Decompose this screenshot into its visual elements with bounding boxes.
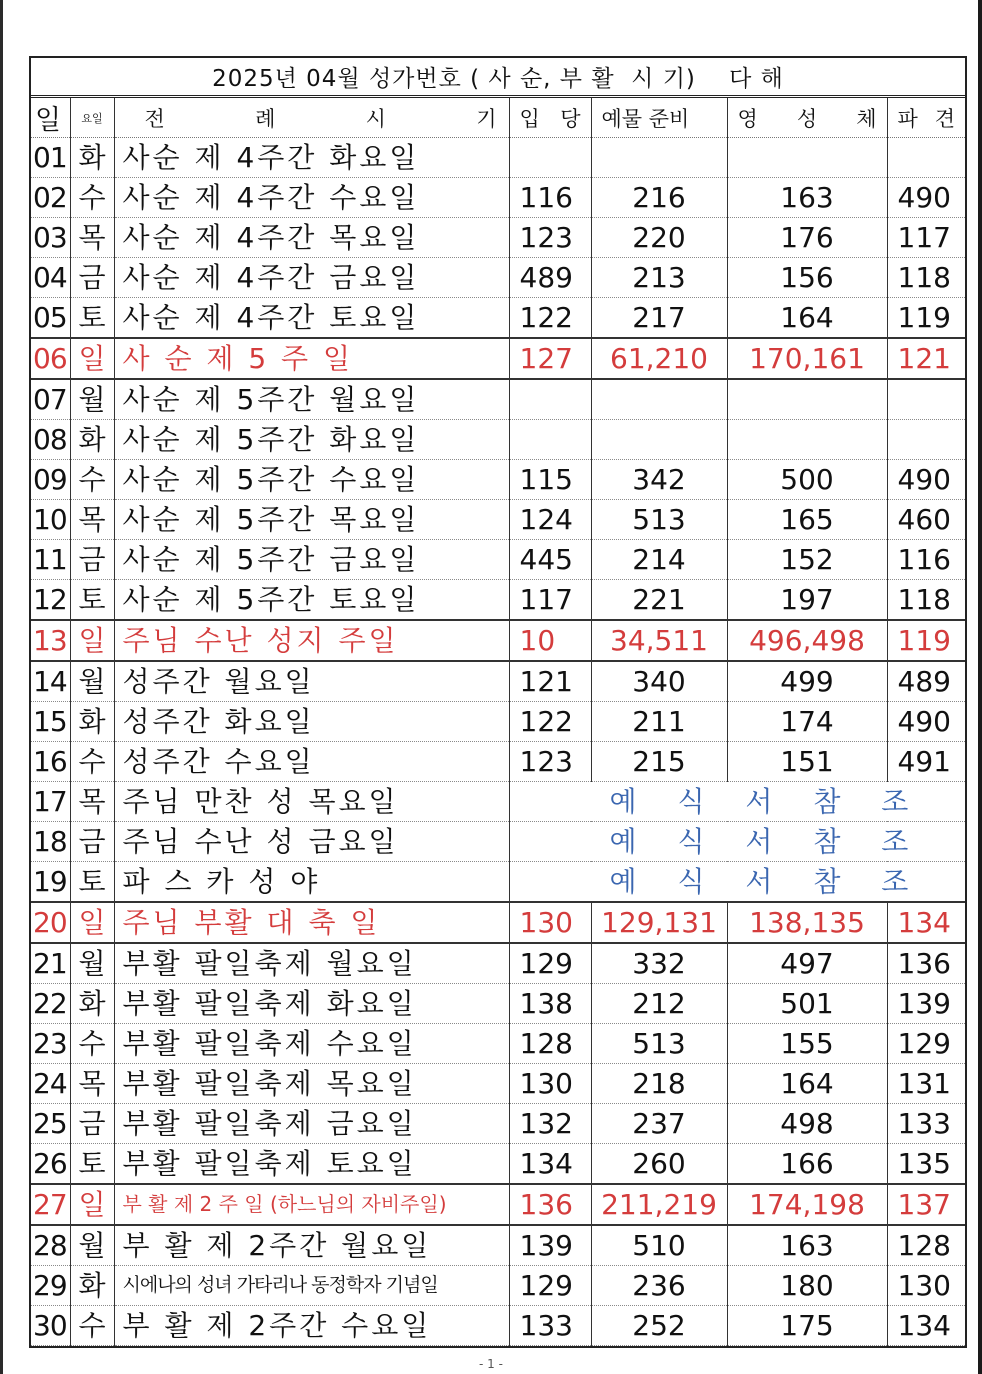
header-liturgy-2: 례 [255,106,276,131]
communion-hymn-cell: 496,498 [727,620,887,661]
liturgy-cell: 성주간 수요일 [114,742,509,782]
offertory-hymn-cell: 260 [591,1144,727,1185]
dismissal-hymn-cell: 135 [887,1144,965,1185]
day-cell: 03 [31,218,70,258]
header-liturgy-1: 전 [144,106,165,131]
day-cell: 28 [31,1225,70,1266]
day-cell: 12 [31,580,70,621]
rite-note-cell: 예 식 서 참 조 [509,782,965,822]
day-cell: 29 [31,1266,70,1306]
weekday-cell: 월 [70,379,114,420]
table-row [31,258,965,298]
entrance-hymn-cell: 130 [509,1064,591,1104]
offertory-hymn-cell: 342 [591,460,727,500]
entrance-hymn-cell: 133 [509,1306,591,1346]
dismissal-hymn-cell: 130 [887,1266,965,1306]
offertory-hymn-cell [591,138,727,178]
header-entrance [509,98,591,138]
weekday-cell: 일 [70,1184,114,1225]
entrance-hymn-cell: 129 [509,1266,591,1306]
day-cell: 07 [31,379,70,420]
table-row [31,540,965,580]
weekday-cell: 수 [70,1306,114,1346]
dismissal-hymn-cell: 128 [887,1225,965,1266]
communion-hymn-cell [727,379,887,420]
liturgy-cell: 주님 부활 대 축 일 [114,902,509,943]
table-row [31,338,965,379]
table-row [31,298,965,339]
offertory-hymn-cell: 212 [591,984,727,1024]
liturgy-cell: 사 순 제 5 주 일 [114,338,509,379]
offertory-hymn-cell: 211,219 [591,1184,727,1225]
table-row [31,138,965,178]
offertory-hymn-cell: 216 [591,178,727,218]
table-row [31,1184,965,1225]
weekday-cell: 금 [70,822,114,862]
scan-edge-right [978,0,982,1374]
communion-hymn-cell: 166 [727,1144,887,1185]
liturgy-cell: 부활 팔일축제 토요일 [114,1144,509,1185]
entrance-hymn-cell: 124 [509,500,591,540]
dismissal-hymn-cell: 119 [887,620,965,661]
communion-hymn-cell: 165 [727,500,887,540]
weekday-cell: 금 [70,258,114,298]
entrance-hymn-cell: 130 [509,902,591,943]
communion-hymn-cell: 197 [727,580,887,621]
day-cell: 02 [31,178,70,218]
offertory-hymn-cell: 340 [591,661,727,702]
weekday-cell: 화 [70,702,114,742]
weekday-cell: 월 [70,943,114,984]
dismissal-hymn-cell: 489 [887,661,965,702]
dismissal-hymn-cell [887,138,965,178]
table-row [31,218,965,258]
table-row [31,702,965,742]
entrance-hymn-cell: 128 [509,1024,591,1064]
liturgy-cell: 부 활 제 2 주 일 (하느님의 자비주일) [114,1184,509,1225]
header-communion-2: 성 [796,106,818,131]
schedule-body [31,138,965,1346]
liturgy-cell: 부활 팔일축제 목요일 [114,1064,509,1104]
header-communion-1: 영 [737,106,758,131]
entrance-hymn-cell: 136 [509,1184,591,1225]
liturgy-cell: 성주간 월요일 [114,661,509,702]
dismissal-hymn-cell: 121 [887,338,965,379]
weekday-cell: 수 [70,1024,114,1064]
hymn-table [31,98,965,1346]
table-row [31,500,965,540]
weekday-cell: 목 [70,500,114,540]
liturgy-cell: 사순 제 5주간 금요일 [114,540,509,580]
day-cell: 09 [31,460,70,500]
offertory-hymn-cell: 332 [591,943,727,984]
header-offertory-label: 예물 준비 [601,106,690,131]
offertory-hymn-cell: 218 [591,1064,727,1104]
liturgy-cell: 주님 만찬 성 목요일 [114,782,509,822]
dismissal-hymn-cell: 139 [887,984,965,1024]
communion-hymn-cell: 175 [727,1306,887,1346]
offertory-hymn-cell: 214 [591,540,727,580]
hymn-schedule-sheet [29,56,967,1348]
communion-hymn-cell: 164 [727,1064,887,1104]
communion-hymn-cell: 164 [727,298,887,339]
liturgy-cell: 사순 제 4주간 화요일 [114,138,509,178]
table-row [31,1306,965,1346]
dismissal-hymn-cell: 119 [887,298,965,339]
table-row [31,984,965,1024]
dismissal-hymn-cell: 136 [887,943,965,984]
day-cell: 11 [31,540,70,580]
table-row [31,420,965,460]
communion-hymn-cell: 499 [727,661,887,702]
entrance-hymn-cell [509,379,591,420]
entrance-hymn-cell: 123 [509,218,591,258]
offertory-hymn-cell [591,379,727,420]
communion-hymn-cell: 180 [727,1266,887,1306]
day-cell: 24 [31,1064,70,1104]
dismissal-hymn-cell [887,420,965,460]
offertory-hymn-cell: 61,210 [591,338,727,379]
rite-note-cell: 예 식 서 참 조 [509,862,965,903]
header-liturgy [114,98,509,138]
table-row [31,782,965,822]
day-cell: 17 [31,782,70,822]
offertory-hymn-cell: 236 [591,1266,727,1306]
offertory-hymn-cell: 510 [591,1225,727,1266]
dismissal-hymn-cell: 133 [887,1104,965,1144]
entrance-hymn-cell: 117 [509,580,591,621]
weekday-cell: 토 [70,298,114,339]
header-offertory [591,98,727,138]
communion-hymn-cell: 498 [727,1104,887,1144]
entrance-hymn-cell: 138 [509,984,591,1024]
entrance-hymn-cell: 10 [509,620,591,661]
communion-hymn-cell: 151 [727,742,887,782]
table-row [31,580,965,621]
table-row [31,943,965,984]
dismissal-hymn-cell: 134 [887,1306,965,1346]
day-cell: 23 [31,1024,70,1064]
scan-edge-left [0,0,3,1374]
day-cell: 01 [31,138,70,178]
liturgy-cell: 사순 제 5주간 화요일 [114,420,509,460]
dismissal-hymn-cell: 491 [887,742,965,782]
entrance-hymn-cell: 127 [509,338,591,379]
offertory-hymn-cell: 129,131 [591,902,727,943]
communion-hymn-cell: 500 [727,460,887,500]
dismissal-hymn-cell: 131 [887,1064,965,1104]
day-cell: 20 [31,902,70,943]
weekday-cell: 화 [70,1266,114,1306]
weekday-cell: 목 [70,1064,114,1104]
table-row [31,902,965,943]
entrance-hymn-cell: 139 [509,1225,591,1266]
liturgy-cell: 주님 수난 성 금요일 [114,822,509,862]
offertory-hymn-cell: 34,511 [591,620,727,661]
day-cell: 30 [31,1306,70,1346]
weekday-cell: 일 [70,338,114,379]
communion-hymn-cell: 497 [727,943,887,984]
day-cell: 04 [31,258,70,298]
communion-hymn-cell: 156 [727,258,887,298]
day-cell: 21 [31,943,70,984]
entrance-hymn-cell [509,138,591,178]
weekday-cell: 토 [70,862,114,903]
offertory-hymn-cell: 215 [591,742,727,782]
dismissal-hymn-cell: 116 [887,540,965,580]
day-cell: 13 [31,620,70,661]
entrance-hymn-cell: 122 [509,298,591,339]
communion-hymn-cell: 170,161 [727,338,887,379]
header-dow: 요일 [70,98,114,138]
table-row [31,1266,965,1306]
header-communion-3: 체 [856,106,877,131]
entrance-hymn-cell: 121 [509,661,591,702]
weekday-cell: 일 [70,902,114,943]
liturgy-cell: 부활 팔일축제 화요일 [114,984,509,1024]
day-cell: 26 [31,1144,70,1185]
weekday-cell: 월 [70,1225,114,1266]
dismissal-hymn-cell: 137 [887,1184,965,1225]
day-cell: 22 [31,984,70,1024]
dismissal-hymn-cell: 129 [887,1024,965,1064]
dismissal-hymn-cell: 490 [887,460,965,500]
liturgy-cell: 시에나의 성녀 가타리나 동정학자 기념일 [114,1266,509,1306]
communion-hymn-cell: 174,198 [727,1184,887,1225]
communion-hymn-cell [727,138,887,178]
weekday-cell: 화 [70,138,114,178]
entrance-hymn-cell: 445 [509,540,591,580]
communion-hymn-cell [727,420,887,460]
communion-hymn-cell: 501 [727,984,887,1024]
table-row [31,178,965,218]
dismissal-hymn-cell: 134 [887,902,965,943]
offertory-hymn-cell: 213 [591,258,727,298]
entrance-hymn-cell: 115 [509,460,591,500]
table-row [31,661,965,702]
day-cell: 25 [31,1104,70,1144]
header-entrance-1: 입 [519,106,540,131]
entrance-hymn-cell: 116 [509,178,591,218]
weekday-cell: 수 [70,178,114,218]
header-liturgy-4: 기 [476,106,497,131]
weekday-cell: 금 [70,1104,114,1144]
day-cell: 06 [31,338,70,379]
liturgy-cell: 부활 팔일축제 금요일 [114,1104,509,1144]
entrance-hymn-cell: 134 [509,1144,591,1185]
liturgy-cell: 사순 제 4주간 금요일 [114,258,509,298]
weekday-cell: 수 [70,742,114,782]
entrance-hymn-cell: 129 [509,943,591,984]
communion-hymn-cell: 163 [727,1225,887,1266]
table-row [31,460,965,500]
liturgy-cell: 부활 팔일축제 수요일 [114,1024,509,1064]
liturgy-cell: 주님 수난 성지 주일 [114,620,509,661]
day-cell: 05 [31,298,70,339]
liturgy-cell: 사순 제 5주간 월요일 [114,379,509,420]
liturgy-cell: 사순 제 4주간 수요일 [114,178,509,218]
table-row [31,1144,965,1185]
communion-hymn-cell: 176 [727,218,887,258]
weekday-cell: 목 [70,782,114,822]
table-row [31,742,965,782]
entrance-hymn-cell: 123 [509,742,591,782]
header-communion [727,98,887,138]
table-row [31,1064,965,1104]
dismissal-hymn-cell: 118 [887,580,965,621]
table-row [31,822,965,862]
weekday-cell: 화 [70,984,114,1024]
day-cell: 16 [31,742,70,782]
header-dismissal [887,98,965,138]
entrance-hymn-cell [509,420,591,460]
liturgy-cell: 사순 제 5주간 토요일 [114,580,509,621]
weekday-cell: 월 [70,661,114,702]
entrance-hymn-cell: 132 [509,1104,591,1144]
page-number: - 1 - [479,1357,503,1371]
day-cell: 14 [31,661,70,702]
liturgy-cell: 사순 제 5주간 목요일 [114,500,509,540]
table-row [31,1225,965,1266]
entrance-hymn-cell: 122 [509,702,591,742]
communion-hymn-cell: 152 [727,540,887,580]
offertory-hymn-cell [591,420,727,460]
table-row [31,862,965,903]
header-dismissal-2: 견 [934,106,955,131]
communion-hymn-cell: 138,135 [727,902,887,943]
weekday-cell: 수 [70,460,114,500]
rite-note-cell: 예 식 서 참 조 [509,822,965,862]
liturgy-cell: 파 스 카 성 야 [114,862,509,903]
header-liturgy-3: 시 [365,106,386,131]
liturgy-cell: 사순 제 5주간 수요일 [114,460,509,500]
header-day: 일 [31,98,70,138]
dismissal-hymn-cell [887,379,965,420]
liturgy-cell: 부활 팔일축제 월요일 [114,943,509,984]
offertory-hymn-cell: 513 [591,1024,727,1064]
communion-hymn-cell: 174 [727,702,887,742]
header-dismissal-1: 파 [897,106,918,131]
offertory-hymn-cell: 252 [591,1306,727,1346]
dismissal-hymn-cell: 118 [887,258,965,298]
offertory-hymn-cell: 221 [591,580,727,621]
offertory-hymn-cell: 217 [591,298,727,339]
offertory-hymn-cell: 211 [591,702,727,742]
day-cell: 27 [31,1184,70,1225]
weekday-cell: 화 [70,420,114,460]
offertory-hymn-cell: 513 [591,500,727,540]
liturgy-cell: 사순 제 4주간 목요일 [114,218,509,258]
dismissal-hymn-cell: 117 [887,218,965,258]
dismissal-hymn-cell: 460 [887,500,965,540]
liturgy-cell: 사순 제 4주간 토요일 [114,298,509,339]
day-cell: 19 [31,862,70,903]
weekday-cell: 토 [70,580,114,621]
day-cell: 18 [31,822,70,862]
header-row [31,98,965,138]
liturgy-cell: 성주간 화요일 [114,702,509,742]
table-row [31,1104,965,1144]
table-row [31,379,965,420]
entrance-hymn-cell: 489 [509,258,591,298]
dismissal-hymn-cell: 490 [887,702,965,742]
communion-hymn-cell: 163 [727,178,887,218]
weekday-cell: 토 [70,1144,114,1185]
weekday-cell: 목 [70,218,114,258]
liturgy-cell: 부 활 제 2주간 월요일 [114,1225,509,1266]
day-cell: 15 [31,702,70,742]
weekday-cell: 일 [70,620,114,661]
liturgy-cell: 부 활 제 2주간 수요일 [114,1306,509,1346]
day-cell: 10 [31,500,70,540]
day-cell: 08 [31,420,70,460]
weekday-cell: 금 [70,540,114,580]
table-row [31,620,965,661]
offertory-hymn-cell: 237 [591,1104,727,1144]
header-entrance-2: 당 [560,106,581,131]
sheet-title: 2025년 04월 성가번호 ( 사 순, 부 활 시 기) 다 해 [31,58,965,98]
communion-hymn-cell: 155 [727,1024,887,1064]
table-row [31,1024,965,1064]
offertory-hymn-cell: 220 [591,218,727,258]
dismissal-hymn-cell: 490 [887,178,965,218]
